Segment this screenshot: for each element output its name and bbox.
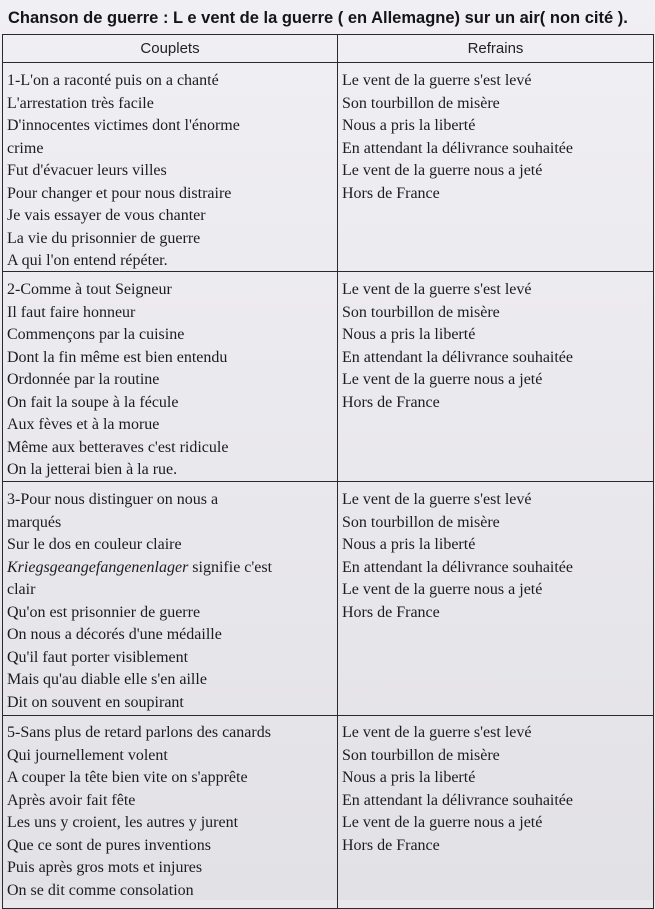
- couplet-cell: [3, 716, 338, 909]
- couplet-line: 5-Sans plus de retard parlons des canards: [7, 724, 271, 741]
- table-row: [3, 272, 654, 482]
- couplet-line: A qui l'on entend répéter.: [7, 252, 168, 269]
- couplet-line: La vie du prisonnier de guerre: [7, 229, 201, 247]
- couplet-cell: [3, 272, 338, 482]
- refrain-line: Le vent de la guerre s'est levé: [342, 281, 532, 298]
- couplet-line: marqués: [7, 513, 62, 531]
- refrain-line: Son tourbillon de misère: [342, 746, 500, 764]
- table-row: [3, 716, 654, 909]
- refrain-1: [338, 63, 653, 271]
- couplet-3: [3, 482, 337, 715]
- couplet-1: [3, 63, 337, 271]
- refrain-line: Le vent de la guerre nous a jeté: [342, 371, 543, 388]
- couplet-line: Mais qu'au diable elle s'en aille: [7, 671, 207, 688]
- couplet-line: Qu'il faut porter visiblement: [7, 648, 189, 666]
- refrains-header: Refrains: [338, 35, 654, 63]
- couplet-line-rest: signifie c'est: [188, 558, 273, 576]
- couplet-line: Que ce sont de pures inventions: [7, 836, 211, 854]
- couplet-line: Puis après gros mots et injures: [7, 859, 203, 876]
- refrain-line: Le vent de la guerre s'est levé: [342, 72, 532, 89]
- couplet-line: Fut d'évacuer leurs villes: [7, 162, 167, 179]
- table-row: [3, 482, 654, 716]
- couplet-line: Il faut faire honneur: [7, 303, 136, 321]
- header-row: [3, 35, 654, 63]
- refrain-2: [338, 272, 653, 481]
- refrain-line: Hors de France: [342, 184, 440, 202]
- refrain-line: Le vent de la guerre nous a jeté: [342, 581, 543, 598]
- refrain-line: Son tourbillon de misère: [342, 303, 500, 321]
- couplet-line: On se dit comme consolation: [7, 881, 194, 899]
- couplet-line: On fait la soupe à la fécule: [7, 393, 179, 411]
- couplet-line: L'arrestation très facile: [7, 94, 154, 112]
- couplet-line: D'innocentes victimes dont l'énorme: [7, 117, 240, 134]
- refrain-line: Le vent de la guerre nous a jeté: [342, 814, 543, 831]
- refrain-5: [338, 716, 653, 908]
- couplet-5: [3, 716, 337, 908]
- refrain-line: Hors de France: [342, 836, 440, 854]
- couplet-line: Qui journellement volent: [7, 746, 168, 764]
- refrain-cell: [338, 716, 654, 909]
- couplet-line-with-term: [7, 557, 333, 580]
- refrain-cell: [338, 272, 654, 482]
- couplet-line: Commençons par la cuisine: [7, 326, 185, 343]
- couplet-line: 2-Comme à tout Seigneur: [7, 281, 172, 298]
- couplet-line: Les uns y croient, les autres y jurent: [7, 814, 239, 831]
- couplet-cell: [3, 482, 338, 716]
- document-title: Chanson de guerre : L e vent de la guerre ( en Allemagne) sur un air( non cité ).: [8, 9, 628, 27]
- couplet-line: Je vais essayer de vous chanter: [7, 207, 206, 224]
- couplets-header: Couplets: [3, 35, 338, 63]
- refrain-line: Le vent de la guerre nous a jeté: [342, 162, 543, 179]
- table-row: [3, 63, 654, 272]
- refrain-line: Nous a pris la liberté: [342, 326, 476, 343]
- couplet-line: Dit on souvent en soupirant: [7, 693, 184, 711]
- refrain-line: Le vent de la guerre s'est levé: [342, 724, 532, 741]
- refrain-cell: [338, 482, 654, 716]
- refrain-line: En attendant la délivrance souhaitée: [342, 558, 574, 576]
- couplet-line: crime: [7, 139, 44, 157]
- refrain-3: [338, 482, 653, 715]
- couplet-cell: [3, 63, 338, 272]
- couplet-line: clair: [7, 581, 36, 598]
- lyrics-table: [2, 34, 654, 909]
- couplet-2: [3, 272, 337, 481]
- couplet-line: Sur le dos en couleur claire: [7, 536, 182, 553]
- refrain-line: Son tourbillon de misère: [342, 513, 500, 531]
- couplet-line: Pour changer et pour nous distraire: [7, 184, 232, 202]
- couplet-line: Ordonnée par la routine: [7, 371, 160, 388]
- couplet-line: 1-L'on a raconté puis on a chanté: [7, 72, 219, 89]
- refrain-line: En attendant la délivrance souhaitée: [342, 791, 574, 809]
- refrain-line: Nous a pris la liberté: [342, 536, 476, 553]
- couplet-line: Même aux betteraves c'est ridicule: [7, 438, 229, 456]
- refrain-line: En attendant la délivrance souhaitée: [342, 139, 574, 157]
- couplet-line: 3-Pour nous distinguer on nous a: [7, 491, 219, 508]
- refrain-line: En attendant la délivrance souhaitée: [342, 348, 574, 366]
- refrain-line: Son tourbillon de misère: [342, 94, 500, 112]
- refrain-line: Hors de France: [342, 603, 440, 621]
- refrain-line: Hors de France: [342, 393, 440, 411]
- refrain-line: Nous a pris la liberté: [342, 117, 476, 134]
- couplet-line: Aux fèves et à la morue: [7, 416, 160, 433]
- couplet-line: Qu'on est prisonnier de guerre: [7, 603, 201, 621]
- refrain-cell: [338, 63, 654, 272]
- couplet-line: A couper la tête bien vite on s'apprête: [7, 769, 248, 786]
- couplet-line: Dont la fin même est bien entendu: [7, 348, 228, 366]
- couplet-line: On nous a décorés d'une médaille: [7, 626, 222, 643]
- german-term: Kriegsgeangefangenenlager: [7, 558, 189, 576]
- refrain-line: Nous a pris la liberté: [342, 769, 476, 786]
- couplet-line: On la jetterai bien à la rue.: [7, 461, 178, 478]
- refrain-line: Le vent de la guerre s'est levé: [342, 491, 532, 508]
- couplet-line: Après avoir fait fête: [7, 791, 136, 809]
